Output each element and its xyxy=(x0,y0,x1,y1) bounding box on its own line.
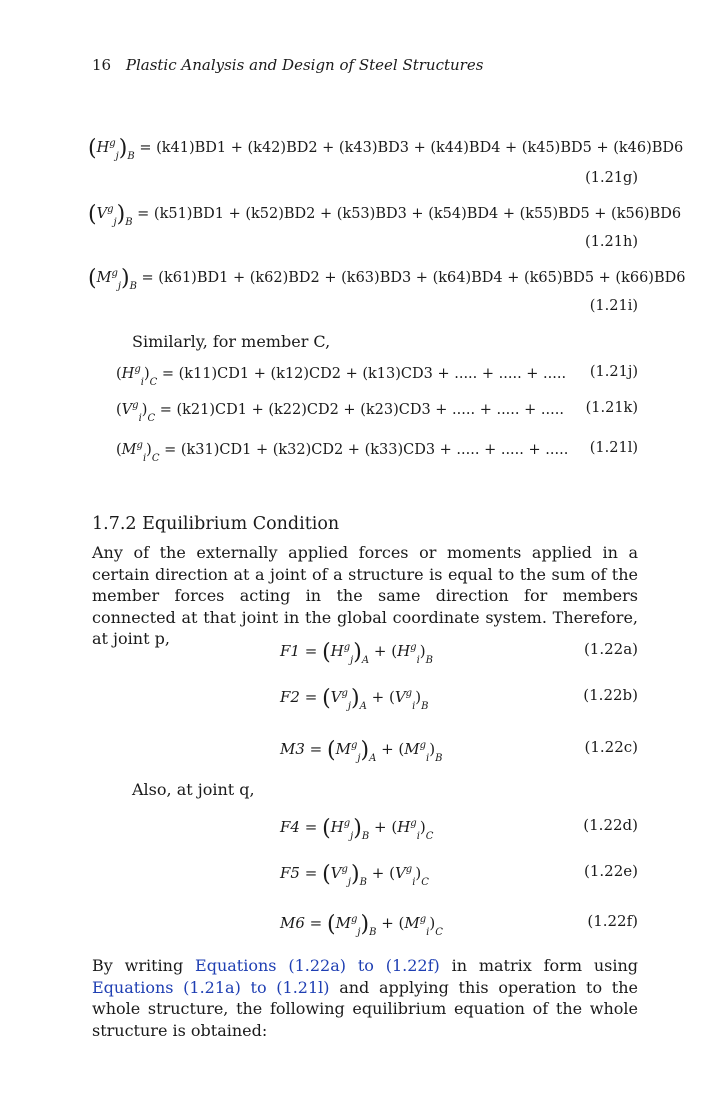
equation-1-22a: $F1 = (H^g_j)_A + (H^g_i)_B$ (1.22a) xyxy=(280,640,638,666)
equation-number: (1.21h) xyxy=(585,234,638,250)
equation-number: (1.22a) xyxy=(583,640,638,658)
equation-number: (1.21j) xyxy=(589,364,638,380)
equation-number: (1.21g) xyxy=(585,170,638,186)
also-text: Also, at joint q, xyxy=(132,780,255,799)
equation-number: (1.22e) xyxy=(584,862,638,880)
equation-1-21j: $(H^g_i)_C = (k11)CD1 + (k12)CD2 + (k13)CD3$ + ..... + ..... + ..... (1.21j) xyxy=(116,364,638,388)
equation-number: (1.22d) xyxy=(583,816,638,834)
equation-rhs: = (k51)BD1 + (k52)BD2 + (k53)BD3 + (k54)BD4 + (k55)BD5 + (k56)BD6 xyxy=(137,206,682,222)
page-number: 16 xyxy=(92,56,112,74)
equation-number: (1.22f) xyxy=(587,912,638,930)
equation-1-22d: $F4 = (H^g_j)_B + (H^g_i)_C$ (1.22d) xyxy=(280,816,638,842)
equation-1-21l: $(M^g_i)_C = (k31)CD1 + (k32)CD2 + (k33)CD3$ + ..... + ..... + ..... (1.21l) xyxy=(116,440,638,464)
equations-1-21a-1-21l-link[interactable]: Equations (1.21a) to (1.21l) xyxy=(92,977,330,997)
equation-1-21h: $(V^g_j)_B = (k51)BD1 + (k52)BD2 + (k53)BD3 + (k54)BD4 + (k55)BD5 + (k56)BD6$ xyxy=(88,202,682,228)
equation-number: (1.21l) xyxy=(589,440,638,456)
running-header xyxy=(92,56,483,74)
equation-number: (1.22b) xyxy=(583,686,638,704)
equation-rhs: = (k11)CD1 + (k12)CD2 + (k13)CD3 + ..... + ..... + ..... xyxy=(161,365,567,382)
equation-1-21i: $(M^g_j)_B = (k61)BD1 + (k62)BD2 + (k63)BD3 + (k64)BD4 + (k65)BD5 + (k66)BD6$ xyxy=(88,266,686,292)
equation-number: (1.21i) xyxy=(589,298,638,314)
book-title: Plastic Analysis and Design of Steel Structures xyxy=(125,56,484,74)
similarly-text: Similarly, for member C, xyxy=(132,332,331,351)
equation-1-22b: $F2 = (V^g_j)_A + (V^g_i)_B$ (1.22b) xyxy=(280,686,638,712)
equation-number: (1.22c) xyxy=(584,738,638,756)
equation-1-22e: $F5 = (V^g_j)_B + (V^g_i)_C$ (1.22e) xyxy=(280,862,638,888)
equation-number: (1.21k) xyxy=(585,400,638,416)
paragraph-equilibrium: Any of the externally applied forces or moments applied in a certain direction at a joint of a structure is equal to the sum of the member forces acting in the same direction for members connected at that joint in the global coordinate system. Therefore, at joint p, xyxy=(92,543,638,648)
section-heading: 1.7.2 Equilibrium Condition xyxy=(92,514,340,534)
equation-1-22c: $M3 = (M^g_j)_A + (M^g_i)_B$ (1.22c) xyxy=(280,738,638,764)
equation-1-22f: $M6 = (M^g_j)_B + (M^g_i)_C$ (1.22f) xyxy=(280,912,638,938)
equation-1-21g: $(H^g_j)_B = (k41)BD1 + (k42)BD2 + (k43)BD3 + (k44)BD4 + (k45)BD5 + (k46)BD6$ xyxy=(88,136,684,162)
equation-1-21k: $(V^g_i)_C = (k21)CD1 + (k22)CD2 + (k23)CD3$ + ..... + ..... + ..... (1.21k) xyxy=(116,400,638,424)
equation-rhs: = (k41)BD1 + (k42)BD2 + (k43)BD3 + (k44)BD4 + (k45)BD5 + (k46)BD6 xyxy=(139,140,684,156)
paragraph-matrix-form: By writing Equations (1.22a) to (1.22f) in matrix form using Equations (1.21a) to (1.21l) and applying this operation to the whole structure, the following equilibrium equation of the whole structure is obtained: xyxy=(92,956,639,1040)
equation-rhs: = (k31)CD1 + (k32)CD2 + (k33)CD3 + ..... + ..... + ..... xyxy=(164,441,569,458)
equation-rhs: = (k21)CD1 + (k22)CD2 + (k23)CD3 + ..... + ..... + ..... xyxy=(159,401,564,418)
equations-1-22a-1-22f-link[interactable]: Equations (1.22a) to (1.22f) xyxy=(195,956,440,975)
equation-rhs: = (k61)BD1 + (k62)BD2 + (k63)BD3 + (k64)BD4 + (k65)BD5 + (k66)BD6 xyxy=(141,270,686,286)
